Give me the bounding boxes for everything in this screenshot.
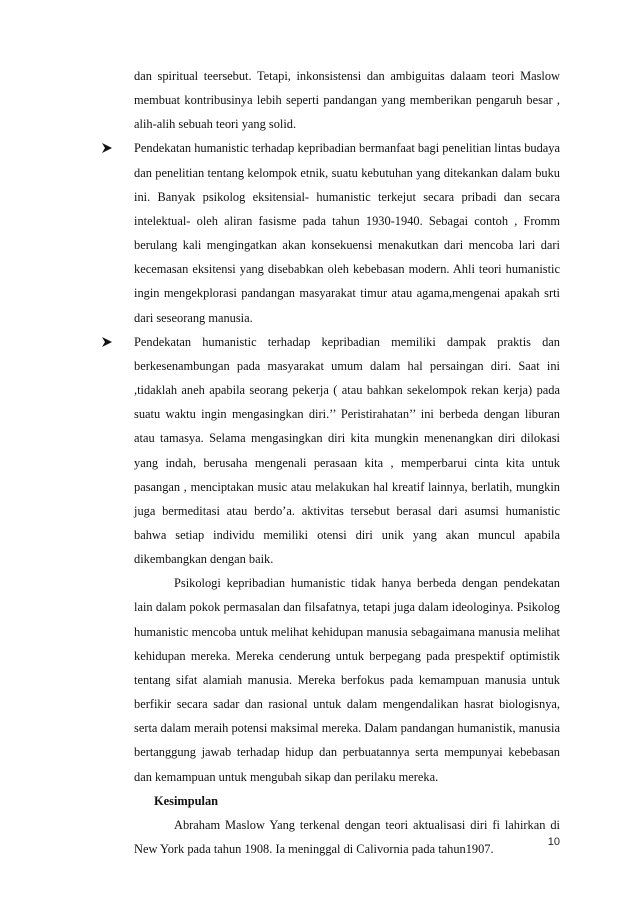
document-body — [134, 64, 560, 861]
arrow-bullet-icon — [101, 330, 115, 354]
bullet-text: Pendekatan humanistic terhadap kepribadian bermanfaat bagi penelitian lintas budaya dan penelitian tentang kelompok etnik, suatu kebutuhan yang ditekankan dalam buku ini. Banyak psikolog eksitensial- humanistic terkejut secara pribadi dan secara intelektual- oleh aliran fasisme pada tahun 1930-1940. Sebagai contoh , Fromm berulang kali mengingatkan akan konsekuensi menakutkan dari mencoba lari dari kecemasan eksitensi yang disebabkan oleh kebebasan modern. Ahli teori humanistic ingin mengekplorasi pandangan masyarakat timur atau agama,mengenai apakah srti dari seseorang manusia. — [134, 141, 560, 325]
bullet-item-1 — [134, 136, 560, 329]
continuation-paragraph: dan spiritual teersebut. Tetapi, inkonsistensi dan ambiguitas dalaam teori Maslow membuat kontribusinya lebih seperti pandangan yang memberikan pengaruh besar , alih-alih sebuah teori yang solid. — [134, 69, 560, 132]
body-paragraph: Psikologi kepribadian humanistic tidak hanya berbeda dengan pendekatan lain dalam pokok permasalan dan filsafatnya, tetapi juga dalam ideologinya. Psikolog humanistic mencoba untuk melihat kehidupan manusia sebagaimana manusia melihat kehidupan mereka. Mereka cenderung untuk berpegang pada prespektif optimistik tentang sifat alamiah manusia. Mereka berfokus pada kemampuan manusia untuk berfikir secara sadar dan rasional untuk dalam mengendalikan hasrat biologisnya, serta dalam meraih potensi maksimal mereka. Dalam pandangan humanistik, manusia bertanggung jawab terhadap hidup dan perbuatannya serta mempunyai kebebasan dan kemampuan untuk mengubah sikap dan perilaku mereka. — [134, 576, 560, 784]
page-number: 10 — [547, 836, 560, 848]
bullet-text: Pendekatan humanistic terhadap kepribadian memiliki dampak praktis dan berkesenambungan pada masyarakat umum dalam hal persaingan diri. Saat ini ,tidaklah aneh apabila seorang pekerja ( atau bahkan sekelompok rekan kerja) pada suatu waktu ingin mengasingkan diri.’’ Peristirahatan’’ ini berbeda dengan liburan atau tamasya. Selama mengasingkan diri kita mungkin menenangkan diri dilokasi yang indah, berusaha mengenali perasaan kita , memperbarui cinta kita untuk pasangan , menciptakan music atau melakukan hal kreatif lainnya, berlatih, mungkin juga bermeditasi atau berdo’a. aktivitas tersebut berasal dari asumsi humanistic bahwa setiap individu memiliki otensi diri unik yang akan muncul apabila dikembangkan dengan baik. — [134, 334, 560, 567]
section-heading: Kesimpulan — [154, 793, 219, 808]
conclusion-paragraph: Abraham Maslow Yang terkenal dengan teori aktualisasi diri fi lahirkan di New York pada tahun 1908. Ia meninggal di Calivornia pada tahun1907. — [134, 817, 560, 856]
bullet-item-2 — [134, 330, 560, 572]
arrow-bullet-icon — [101, 136, 115, 160]
